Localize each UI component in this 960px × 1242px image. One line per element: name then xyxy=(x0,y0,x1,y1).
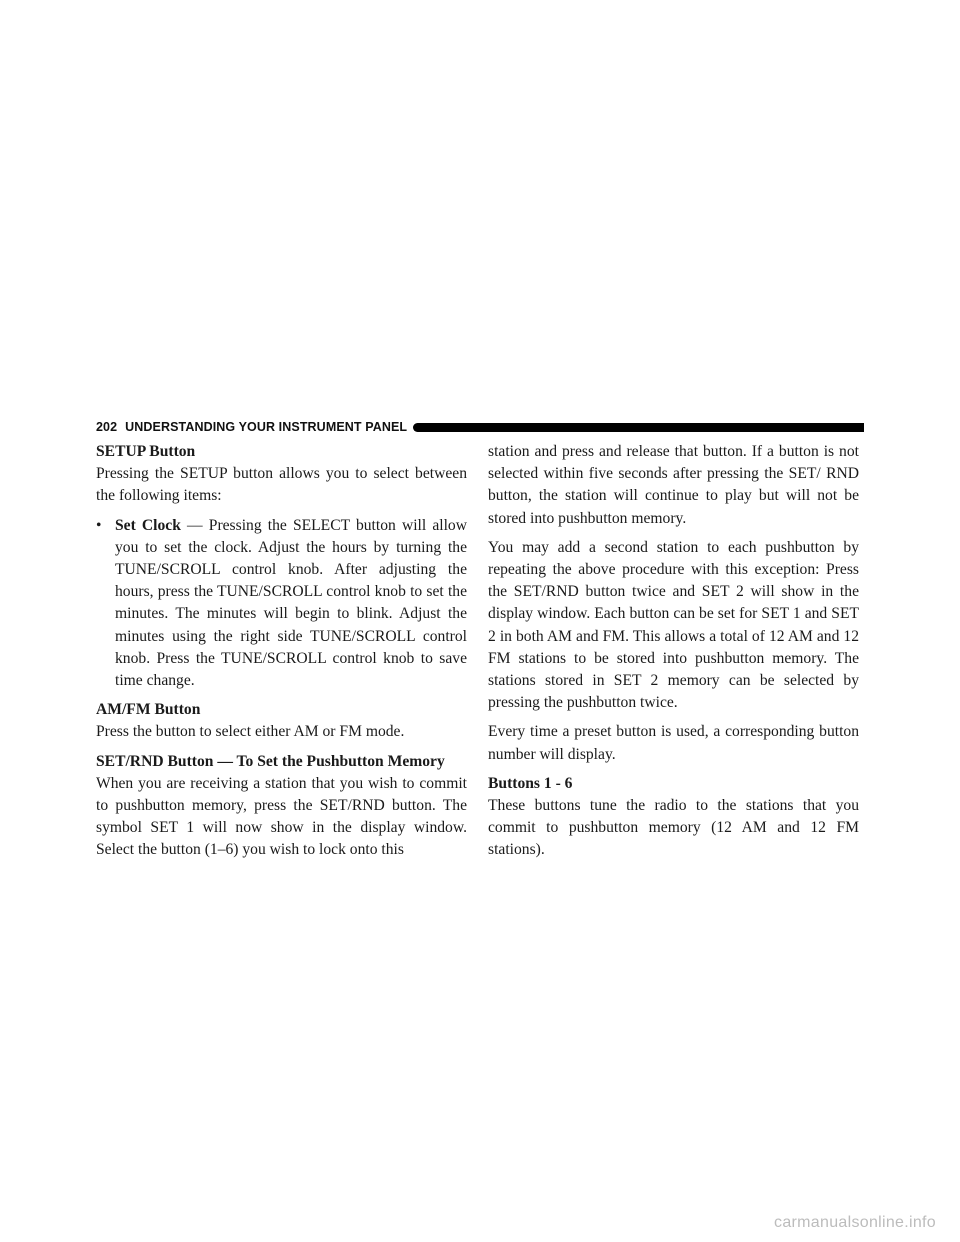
setrnd-heading: SET/RND Button — To Set the Pushbutton Memory xyxy=(96,752,445,770)
bullet-dot: • xyxy=(96,516,102,534)
amfm-heading: AM/FM Button xyxy=(96,701,201,719)
buttons-heading: Buttons 1 - 6 xyxy=(488,774,573,792)
bullet-text: — Pressing the SELECT button will allow you to set the clock. Adjust the hours by turning the TUNE/SCROLL control knob. After adjusting the hours, press the TUNE/SCROLL control knob to set the minutes. The minutes will begin to blink. Adjust the minutes using the right side TUNE/SCROLL control knob. Press the TUNE/SCROLL control knob to save time change. xyxy=(115,516,467,690)
setup-heading: SETUP Button xyxy=(96,443,196,460)
bullet-term: Set Clock xyxy=(115,516,181,534)
page-header xyxy=(96,419,864,435)
header-rule xyxy=(413,423,864,432)
right-column xyxy=(488,441,859,862)
continued-text: station and press and release that button. If a button is not selected within five seconds after pressing the SET/ RND button, the station will continue to play but will not be stored into pushbutton memory. xyxy=(488,443,859,527)
page-number: 202 xyxy=(96,420,118,434)
header-title: UNDERSTANDING YOUR INSTRUMENT PANEL xyxy=(125,420,408,434)
header-label xyxy=(96,420,407,434)
watermark: carmanualsonline.info xyxy=(774,1214,936,1231)
buttons-text: These buttons tune the radio to the stations that you commit to pushbutton memory (12 AM and 12 FM stations). xyxy=(488,797,859,859)
left-column xyxy=(96,441,467,862)
preset-text: Every time a preset button is used, a corresponding button number will display. xyxy=(488,723,859,763)
amfm-text: Press the button to select either AM or FM mode. xyxy=(96,723,405,741)
set-clock-bullet xyxy=(96,515,467,693)
setup-intro: Pressing the SETUP button allows you to select between the following items: xyxy=(96,465,467,505)
setrnd-text: When you are receiving a station that you wish to commit to pushbutton memory, press the SET/RND button. The symbol SET 1 will now show in the display window. Select the button (1–6) you wish to lock onto this xyxy=(96,774,467,859)
second-station-text: You may add a second station to each pushbutton by repeating the above procedure with this exception: Press the SET/RND button twice and SET 2 will show in the display window. Each button can be set for SET 1 and SET 2 in both AM and FM. This allows a total of 12 AM and 12 FM stations to be stored into pushbutton memory. The stations stored in SET 2 memory can be selected by pressing the pushbutton twice. xyxy=(488,538,859,712)
